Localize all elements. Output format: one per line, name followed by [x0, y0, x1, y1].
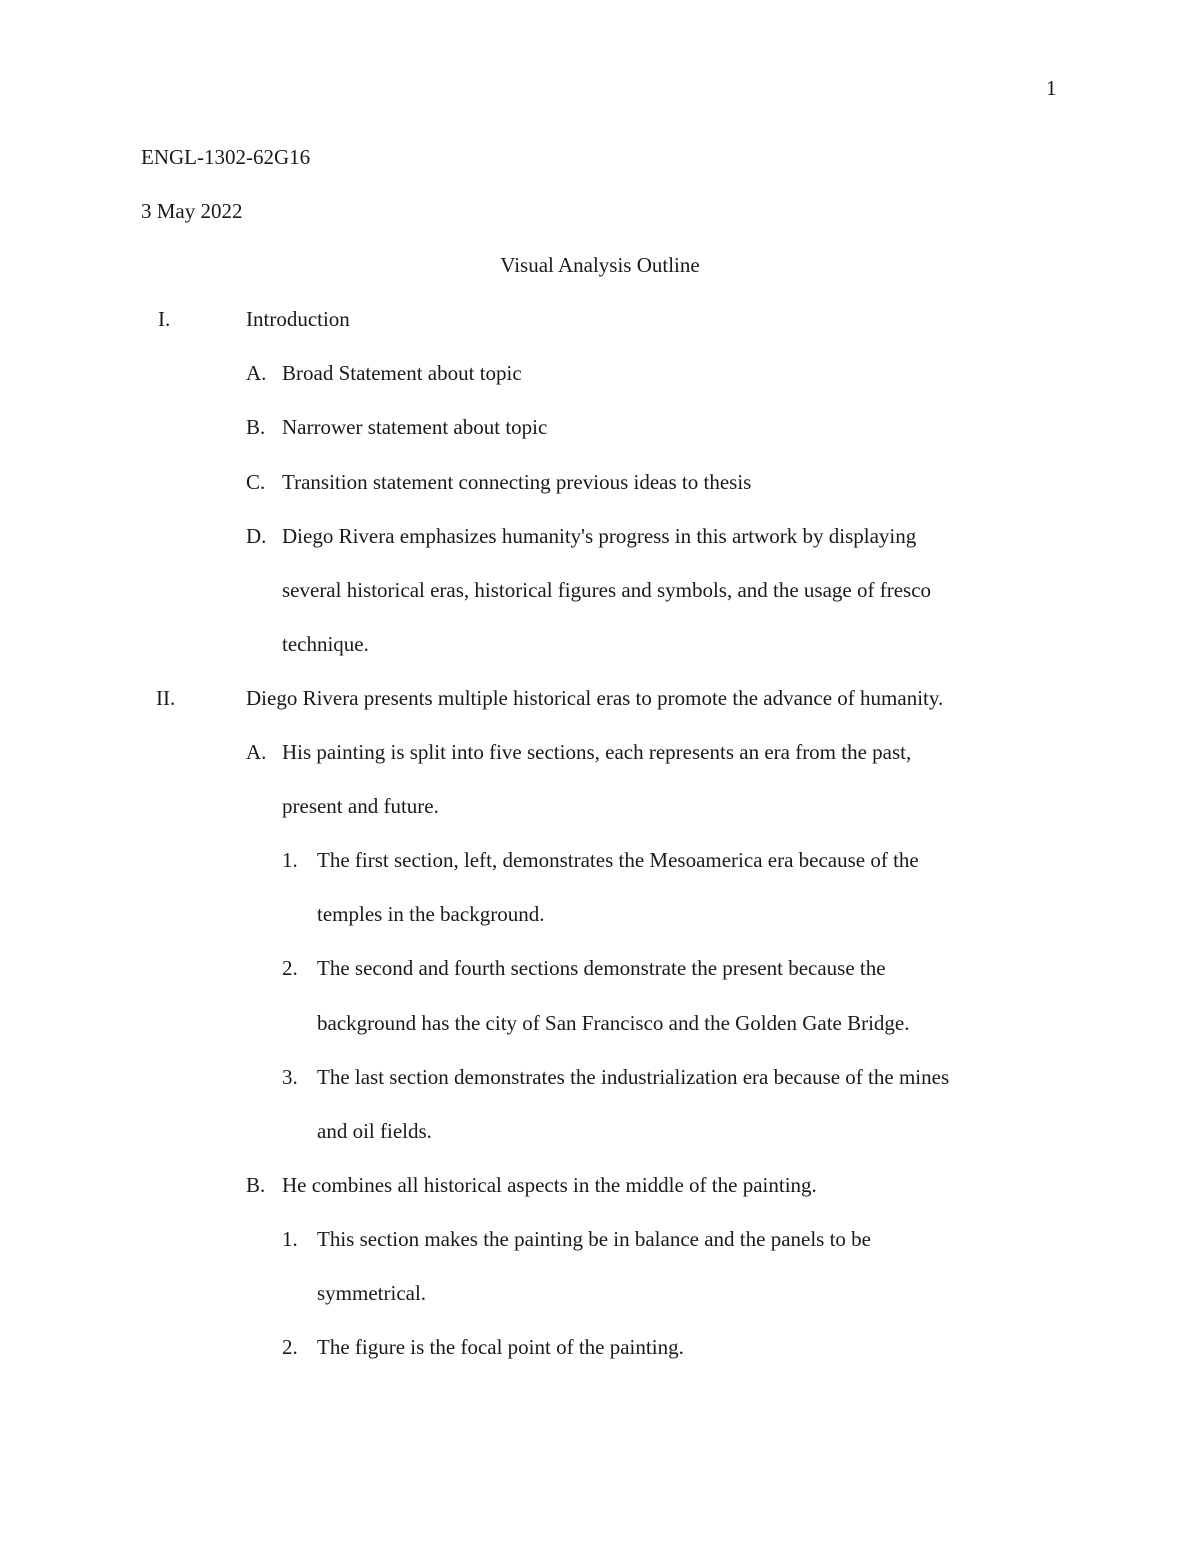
document-title: Visual Analysis Outline [500, 253, 700, 277]
document-date: 3 May 2022 [141, 199, 243, 223]
item-1d-line-3: technique. [282, 632, 369, 656]
item-2b1-line-2: symmetrical. [317, 1281, 427, 1305]
item-2b1-line-1: This section makes the painting be in balance and the panels to be [317, 1227, 871, 1251]
item-2a2-marker: 2. [282, 956, 298, 980]
item-2a3-line-2: and oil fields. [317, 1119, 432, 1143]
item-2a1-marker: 1. [282, 848, 298, 872]
section-2-numeral: II. [156, 686, 176, 710]
course-code: ENGL-1302-62G16 [141, 145, 311, 169]
item-2b2-line-1: The figure is the focal point of the painting. [317, 1335, 684, 1359]
item-2a2-line-2: background has the city of San Francisco and the Golden Gate Bridge. [317, 1011, 910, 1035]
item-2b-text: He combines all historical aspects in the middle of the painting. [282, 1173, 817, 1197]
item-2a3-line-1: The last section demonstrates the industrialization era because of the mines [317, 1065, 950, 1089]
section-2-heading: Diego Rivera presents multiple historical eras to promote the advance of humanity. [246, 686, 944, 710]
item-2a2-line-1: The second and fourth sections demonstrate the present because the [317, 956, 886, 980]
item-1b-text: Narrower statement about topic [282, 415, 548, 439]
section-1-heading: Introduction [246, 307, 350, 331]
item-2a-marker: A. [246, 740, 267, 764]
item-1d-line-2: several historical eras, historical figures and symbols, and the usage of fresco [282, 578, 932, 602]
item-1d-marker: D. [246, 524, 267, 548]
item-2a1-line-2: temples in the background. [317, 902, 545, 926]
item-2a1-line-1: The first section, left, demonstrates the Mesoamerica era because of the [317, 848, 919, 872]
item-1d-line-1: Diego Rivera emphasizes humanity's progress in this artwork by displaying [282, 524, 917, 548]
item-2b2-marker: 2. [282, 1335, 298, 1359]
item-1a-text: Broad Statement about topic [282, 361, 522, 385]
section-1-numeral: I. [158, 307, 171, 331]
item-2b-marker: B. [246, 1173, 266, 1197]
item-1b-marker: B. [246, 415, 266, 439]
item-1c-marker: C. [246, 470, 266, 494]
item-2a-line-2: present and future. [282, 794, 439, 818]
item-1a-marker: A. [246, 361, 267, 385]
item-2b1-marker: 1. [282, 1227, 298, 1251]
item-2a-line-1: His painting is split into five sections, each represents an era from the past, [282, 740, 912, 764]
item-1c-text: Transition statement connecting previous ideas to thesis [282, 470, 752, 494]
item-2a3-marker: 3. [282, 1065, 298, 1089]
page-number: 1 [1046, 76, 1057, 100]
